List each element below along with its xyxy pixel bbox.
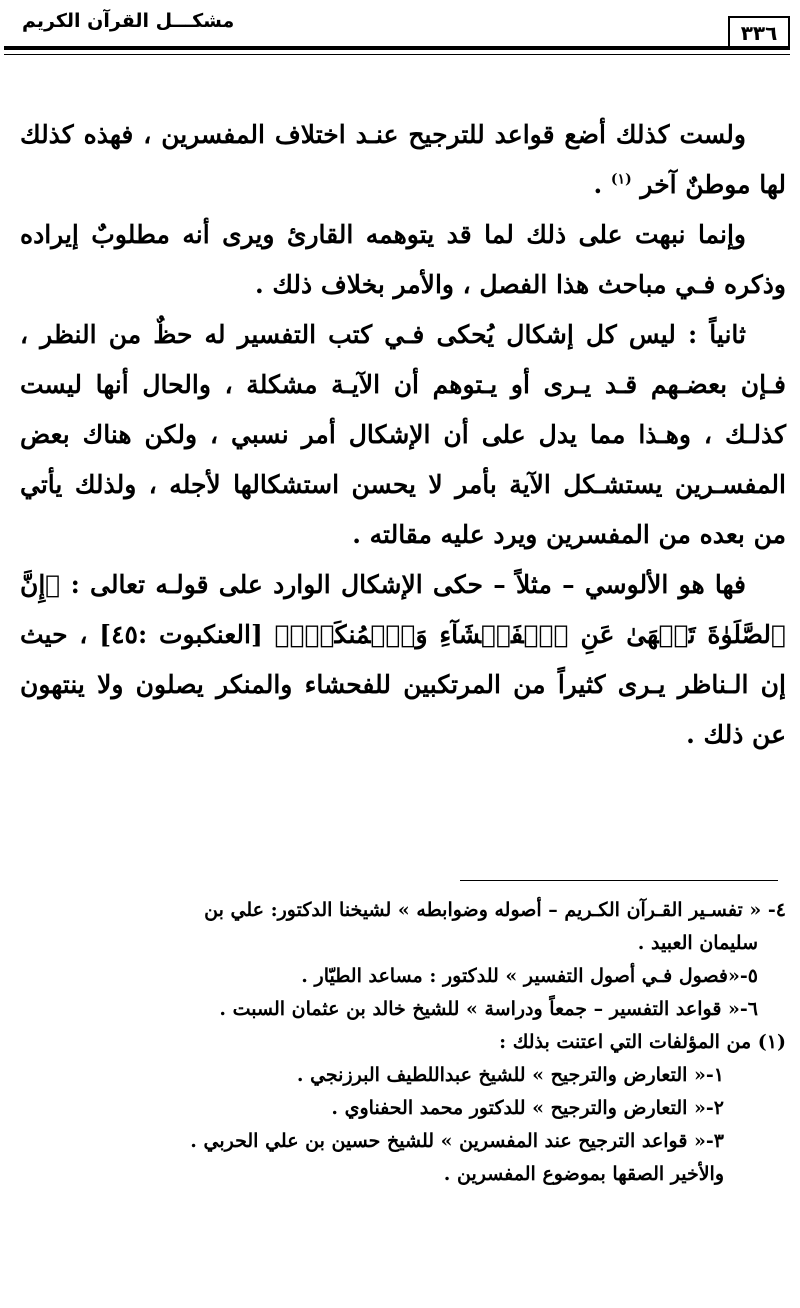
paragraph-4 <box>20 560 786 760</box>
footnote-5: ٥-«فصول فـي أصول التفسير » للدكتور : مساعد الطيّار . <box>301 965 758 987</box>
paragraph-3: ثانياً : ليس كل إشكال يُحكى فـي كتب التفسير له حظٌ من النظر ، فـإن بعضـهم قـد يـرى أو يـتوهم أن الآيـة مشكلة ، والحال أنها ليست كذلـك ، وهـذا مما يدل على أن الإشكال أمر نسبي ، ولكن هناك بعض المفسـرين يستشـكل الآية بأمر لا يحسن استشكالها لأجله ، ولذلك يأتي من بعده من المفسرين ويرد عليه مقالته . <box>20 320 786 549</box>
footnote-6: ٦-« قواعد التفسير – جمعاً ودراسة » للشيخ خالد بن عثمان السبت . <box>219 998 758 1020</box>
paragraph-1-text: ولست كذلك أضع قواعد للترجيح عنـد اختلاف المفسرين ، فهذه كذلك لها موطنٌ آخر <box>20 120 786 199</box>
paragraph-4-rest: [العنكبوت :٤٥] ، حيث إن الـناظر يـرى كثيراً من المرتكبين للفحشاء والمنكر يصلون ولا ينتهون عن ذلك . <box>20 620 786 749</box>
footnote-separator <box>460 880 778 881</box>
page-number: ٣٣٦ <box>728 16 790 48</box>
paragraph-2: وإنما نبهت على ذلك لما قد يتوهمه القارئ ويرى أنه مطلوبٌ إيراده وذكره فـي مباحث هذا الفصل ، والأمر بخلاف ذلك . <box>20 220 786 299</box>
footnotes <box>20 894 786 1191</box>
footnote-1-item-2: ٢-« التعارض والترجيح » للدكتور محمد الحفناوي . <box>331 1097 724 1119</box>
page-header <box>0 0 800 70</box>
quran-verse: ﴿إِنَّ ٱلصَّلَوٰةَ تَنۡهَىٰ عَنِ ٱلۡفَحۡشَآءِ وَٱلۡمُنكَرِۗ﴾ <box>20 570 786 649</box>
footnote-1-item-4: والأخير الصقها بموضوع المفسرين . <box>443 1163 724 1185</box>
paragraph-1 <box>20 110 786 210</box>
footnote-1-item-1: ١-« التعارض والترجيح » للشيخ عبداللطيف البرزنجي . <box>296 1064 724 1086</box>
paragraph-4-intro: فها هو الألوسي – مثلاً – حكى الإشكال الوارد على قولـه تعالى : <box>70 570 746 599</box>
paragraph-1-end: . <box>593 170 611 199</box>
footnote-1: (١) من المؤلفات التي اعتنت بذلك : <box>499 1031 786 1053</box>
header-rule-thin <box>4 54 790 55</box>
header-rule-thick <box>4 46 790 50</box>
footnote-4-line-1: ٤- « تفسـير القـرآن الكـريم – أصوله وضوابطه » لشيخنا الدكتور: علي بن <box>204 899 786 921</box>
running-title: مشكـــل القرآن الكريم <box>22 10 235 32</box>
main-text <box>20 110 786 760</box>
footnote-marker-1: (١) <box>610 171 632 188</box>
footnote-1-item-3: ٣-« قواعد الترجيح عند المفسرين » للشيخ حسين بن علي الحربي . <box>190 1130 724 1152</box>
footnote-4-line-2: سليمان العبيد . <box>637 932 758 954</box>
